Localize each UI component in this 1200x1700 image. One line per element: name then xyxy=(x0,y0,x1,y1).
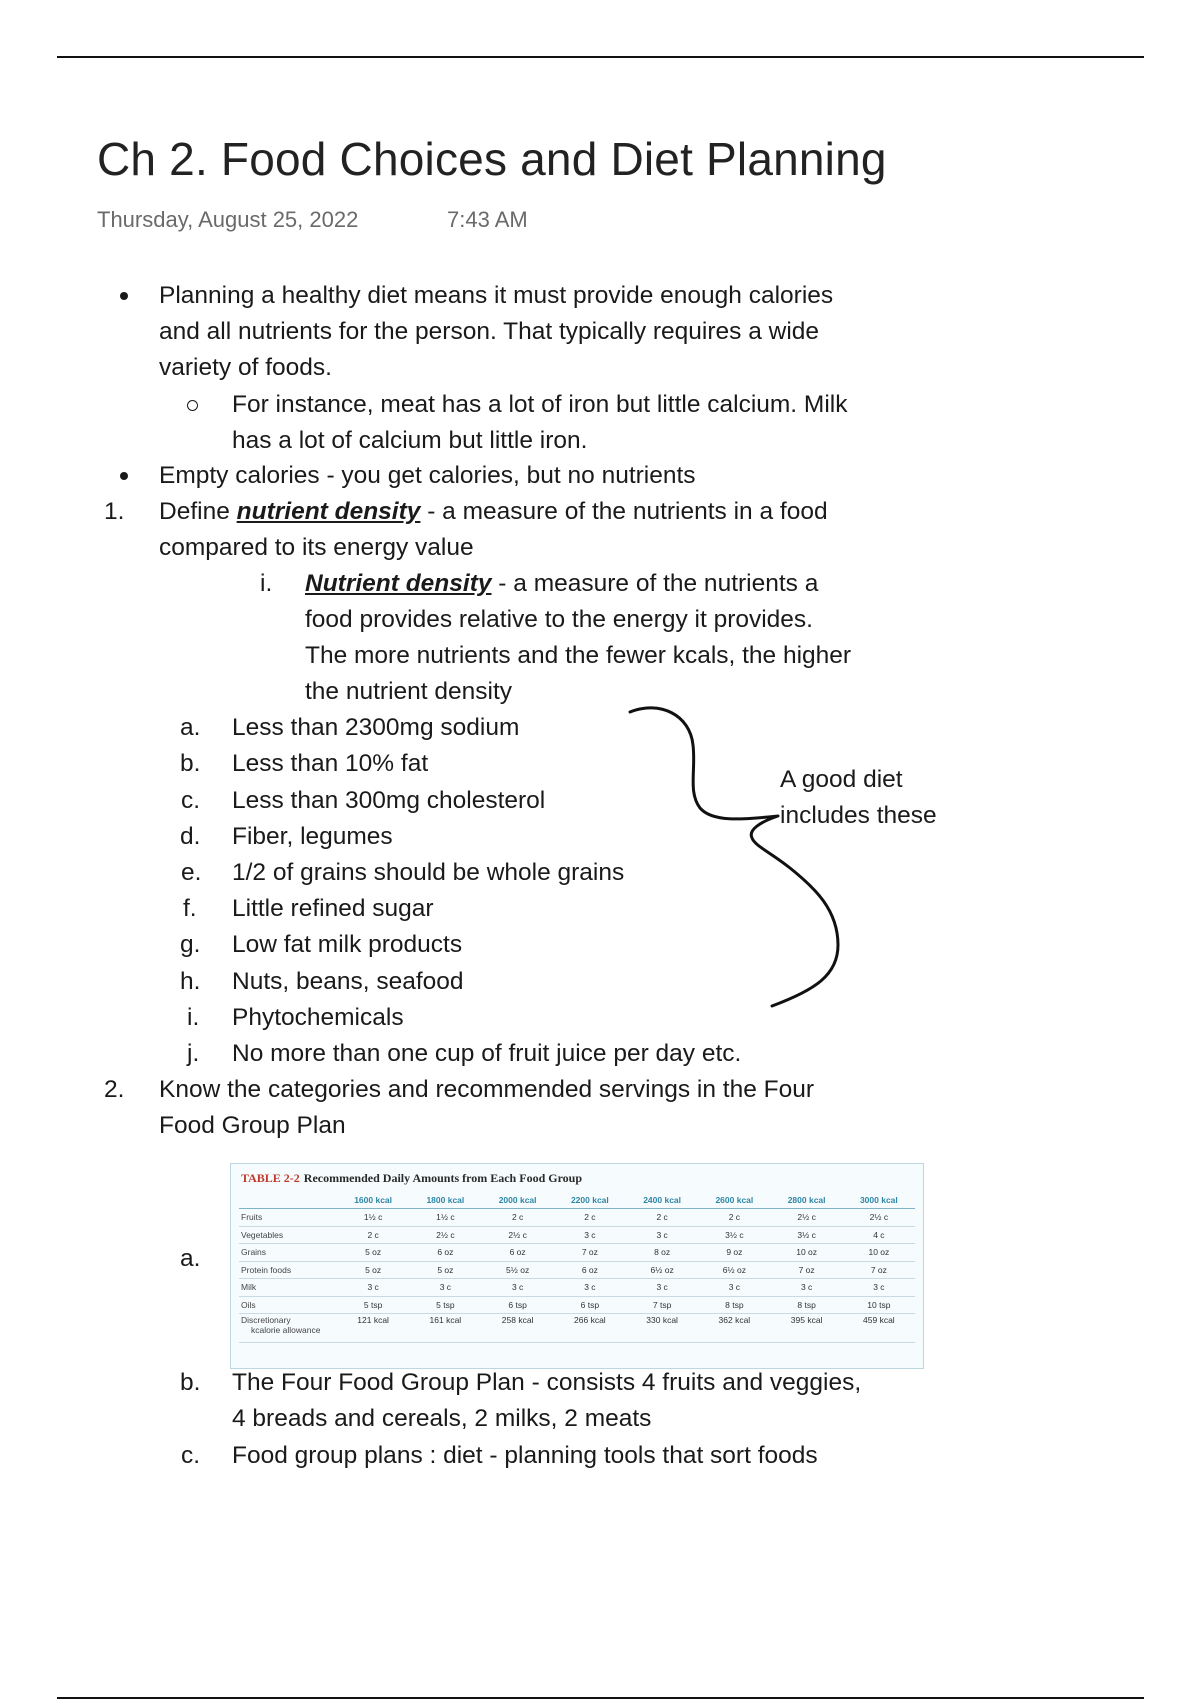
list-marker: c. xyxy=(181,1442,201,1469)
item-1-prefix: Define xyxy=(159,498,237,525)
table-cell: 6 tsp xyxy=(482,1296,554,1314)
table-cell: 3 c xyxy=(843,1279,915,1297)
table-cell: 6½ oz xyxy=(626,1261,698,1279)
bottom-rule xyxy=(57,1697,1144,1699)
table-cell: 1½ c xyxy=(337,1209,409,1227)
item-2-line: Food Group Plan xyxy=(159,1112,346,1139)
table-cell: 3 c xyxy=(554,1226,626,1244)
list-item: Less than 300mg cholesterol xyxy=(232,787,546,814)
table-row xyxy=(239,1261,915,1279)
food-group-table-figure xyxy=(230,1163,924,1369)
definition-line: The more nutrients and the fewer kcals, the higher xyxy=(305,642,852,669)
column-header: 3000 kcal xyxy=(843,1192,915,1209)
table-cell: 6 tsp xyxy=(554,1296,626,1314)
column-header: 2800 kcal xyxy=(771,1192,843,1209)
brace-note-line: A good diet xyxy=(780,766,903,793)
table-cell: 7 oz xyxy=(554,1244,626,1262)
list-marker: e. xyxy=(181,859,202,886)
list-marker: a. xyxy=(180,1245,201,1272)
list-marker: b. xyxy=(180,750,201,777)
table-caption xyxy=(241,1171,582,1186)
table-cell: 6 oz xyxy=(409,1244,481,1262)
list-marker: h. xyxy=(180,968,201,995)
column-header: 2200 kcal xyxy=(554,1192,626,1209)
definition-line: the nutrient density xyxy=(305,678,513,705)
table-cell: 330 kcal xyxy=(626,1314,698,1343)
nutrient-density-term: nutrient density xyxy=(236,498,421,525)
list-item: No more than one cup of fruit juice per day etc. xyxy=(232,1040,742,1067)
row-label-text: kcalorie allowance xyxy=(251,1325,321,1335)
list-item: Fiber, legumes xyxy=(232,823,393,850)
row-label xyxy=(239,1314,337,1343)
table-cell: 3½ c xyxy=(698,1226,770,1244)
column-header: 2000 kcal xyxy=(482,1192,554,1209)
table-cell: 10 tsp xyxy=(843,1296,915,1314)
item-1-suffix: - a measure of the nutrients in a food xyxy=(420,498,828,525)
table-cell: 3 c xyxy=(626,1279,698,1297)
table-cell: 5 tsp xyxy=(337,1296,409,1314)
row-label xyxy=(239,1209,337,1227)
column-header: 2400 kcal xyxy=(626,1192,698,1209)
table-cell: 4 c xyxy=(843,1226,915,1244)
table-cell: 6½ oz xyxy=(698,1261,770,1279)
table-cell: 3 c xyxy=(482,1279,554,1297)
list-item: Phytochemicals xyxy=(232,1004,404,1031)
table-cell: 10 oz xyxy=(843,1244,915,1262)
list-item: Less than 10% fat xyxy=(232,750,429,777)
table-cell: 5 oz xyxy=(337,1244,409,1262)
row-label-text: Oils xyxy=(241,1299,256,1310)
list-marker: 1. xyxy=(104,498,125,525)
list-marker: i. xyxy=(187,1004,200,1031)
column-header: 2600 kcal xyxy=(698,1192,770,1209)
table-cell: 5½ oz xyxy=(482,1261,554,1279)
table-row xyxy=(239,1296,915,1314)
list-marker: j. xyxy=(187,1040,200,1067)
definition-suffix: - a measure of the nutrients a xyxy=(491,570,819,597)
table-cell: 2½ c xyxy=(482,1226,554,1244)
table-row xyxy=(239,1279,915,1297)
table-cell: 2 c xyxy=(482,1209,554,1227)
sub-bullet-line: For instance, meat has a lot of iron but little calcium. Milk xyxy=(232,391,848,418)
table-cell: 3 c xyxy=(337,1279,409,1297)
table-cell: 395 kcal xyxy=(771,1314,843,1343)
row-label xyxy=(239,1226,337,1244)
brace-note-line: includes these xyxy=(780,802,937,829)
nutrient-density-term: Nutrient density xyxy=(305,570,492,597)
item-2c-line: Food group plans : diet - planning tools that sort foods xyxy=(232,1442,818,1469)
table-cell: 1½ c xyxy=(409,1209,481,1227)
table-cell: 5 oz xyxy=(409,1261,481,1279)
table-cell: 2 c xyxy=(626,1209,698,1227)
table-cell: 5 tsp xyxy=(409,1296,481,1314)
table-cell: 7 tsp xyxy=(626,1296,698,1314)
table-cell: 3 c xyxy=(554,1279,626,1297)
table-cell: 459 kcal xyxy=(843,1314,915,1343)
list-marker: 2. xyxy=(104,1076,125,1103)
bullet-line: and all nutrients for the person. That typically requires a wide xyxy=(159,318,820,345)
row-label-text: Milk xyxy=(241,1282,257,1293)
table-cell: 3 c xyxy=(698,1279,770,1297)
food-group-table xyxy=(239,1192,915,1343)
table-cell: 10 oz xyxy=(771,1244,843,1262)
table-cell: 2 c xyxy=(337,1226,409,1244)
page-time: 7:43 AM xyxy=(447,207,528,232)
list-marker: a. xyxy=(180,714,201,741)
list-item: Less than 2300mg sodium xyxy=(232,714,520,741)
table-cell: 2½ c xyxy=(771,1209,843,1227)
row-label xyxy=(239,1279,337,1297)
row-label-text: Discretionary xyxy=(241,1315,291,1325)
table-cell: 266 kcal xyxy=(554,1314,626,1343)
page-date: Thursday, August 25, 2022 xyxy=(97,207,359,232)
table-cell: 7 oz xyxy=(771,1261,843,1279)
list-marker: g. xyxy=(180,931,201,958)
table-row xyxy=(239,1244,915,1262)
table-cell: 3 c xyxy=(626,1226,698,1244)
row-label xyxy=(239,1244,337,1262)
item-2b-line: 4 breads and cereals, 2 milks, 2 meats xyxy=(232,1405,652,1432)
bullet-line: Planning a healthy diet means it must provide enough calories xyxy=(159,282,834,309)
list-marker: b. xyxy=(180,1369,201,1396)
table-cell: 362 kcal xyxy=(698,1314,770,1343)
table-cell: 121 kcal xyxy=(337,1314,409,1343)
item-2b-line: The Four Food Group Plan - consists 4 fruits and veggies, xyxy=(232,1369,862,1396)
column-header: 1600 kcal xyxy=(337,1192,409,1209)
table-cell: 8 tsp xyxy=(771,1296,843,1314)
table-title: Recommended Daily Amounts from Each Food Group xyxy=(303,1171,583,1185)
table-cell: 2 c xyxy=(698,1209,770,1227)
table-cell: 2½ c xyxy=(409,1226,481,1244)
table-cell: 3½ c xyxy=(771,1226,843,1244)
table-cell: 161 kcal xyxy=(409,1314,481,1343)
empty-calories-line: Empty calories - you get calories, but no nutrients xyxy=(159,462,696,489)
list-marker: c. xyxy=(181,787,201,814)
row-label-text: Protein foods xyxy=(241,1264,292,1275)
list-item: Nuts, beans, seafood xyxy=(232,968,464,995)
page-title: Ch 2. Food Choices and Diet Planning xyxy=(97,133,887,185)
sub-bullet-line: has a lot of calcium but little iron. xyxy=(232,427,588,454)
table-header-row xyxy=(239,1192,915,1209)
table-cell: 7 oz xyxy=(843,1261,915,1279)
list-item: 1/2 of grains should be whole grains xyxy=(232,859,625,886)
table-cell: 8 tsp xyxy=(698,1296,770,1314)
row-label xyxy=(239,1296,337,1314)
list-item: Low fat milk products xyxy=(232,931,463,958)
table-cell: 3 c xyxy=(771,1279,843,1297)
table-cell: 8 oz xyxy=(626,1244,698,1262)
item-1-line-2: compared to its energy value xyxy=(159,534,474,561)
list-marker: i. xyxy=(260,570,273,597)
table-cell: 5 oz xyxy=(337,1261,409,1279)
list-marker: d. xyxy=(180,823,201,850)
table-tag: TABLE 2-2 xyxy=(241,1171,300,1185)
row-label-text: Fruits xyxy=(241,1212,263,1223)
table-cell: 3 c xyxy=(409,1279,481,1297)
item-2-line: Know the categories and recommended servings in the Four xyxy=(159,1076,815,1103)
list-item: Little refined sugar xyxy=(232,895,434,922)
table-row xyxy=(239,1226,915,1244)
table-cell: 258 kcal xyxy=(482,1314,554,1343)
table-row xyxy=(239,1209,915,1227)
table-corner xyxy=(239,1192,337,1209)
row-label-text: Vegetables xyxy=(241,1229,284,1240)
bullet-line: variety of foods. xyxy=(159,354,332,381)
row-label xyxy=(239,1261,337,1279)
table-cell: 9 oz xyxy=(698,1244,770,1262)
list-marker: f. xyxy=(183,895,197,922)
table-cell: 6 oz xyxy=(554,1261,626,1279)
row-label-text: Grains xyxy=(241,1247,267,1258)
table-cell: 6 oz xyxy=(482,1244,554,1262)
table-row xyxy=(239,1314,915,1343)
table-cell: 2 c xyxy=(554,1209,626,1227)
table-cell: 2½ c xyxy=(843,1209,915,1227)
definition-line: food provides relative to the energy it provides. xyxy=(305,606,813,633)
column-header: 1800 kcal xyxy=(409,1192,481,1209)
